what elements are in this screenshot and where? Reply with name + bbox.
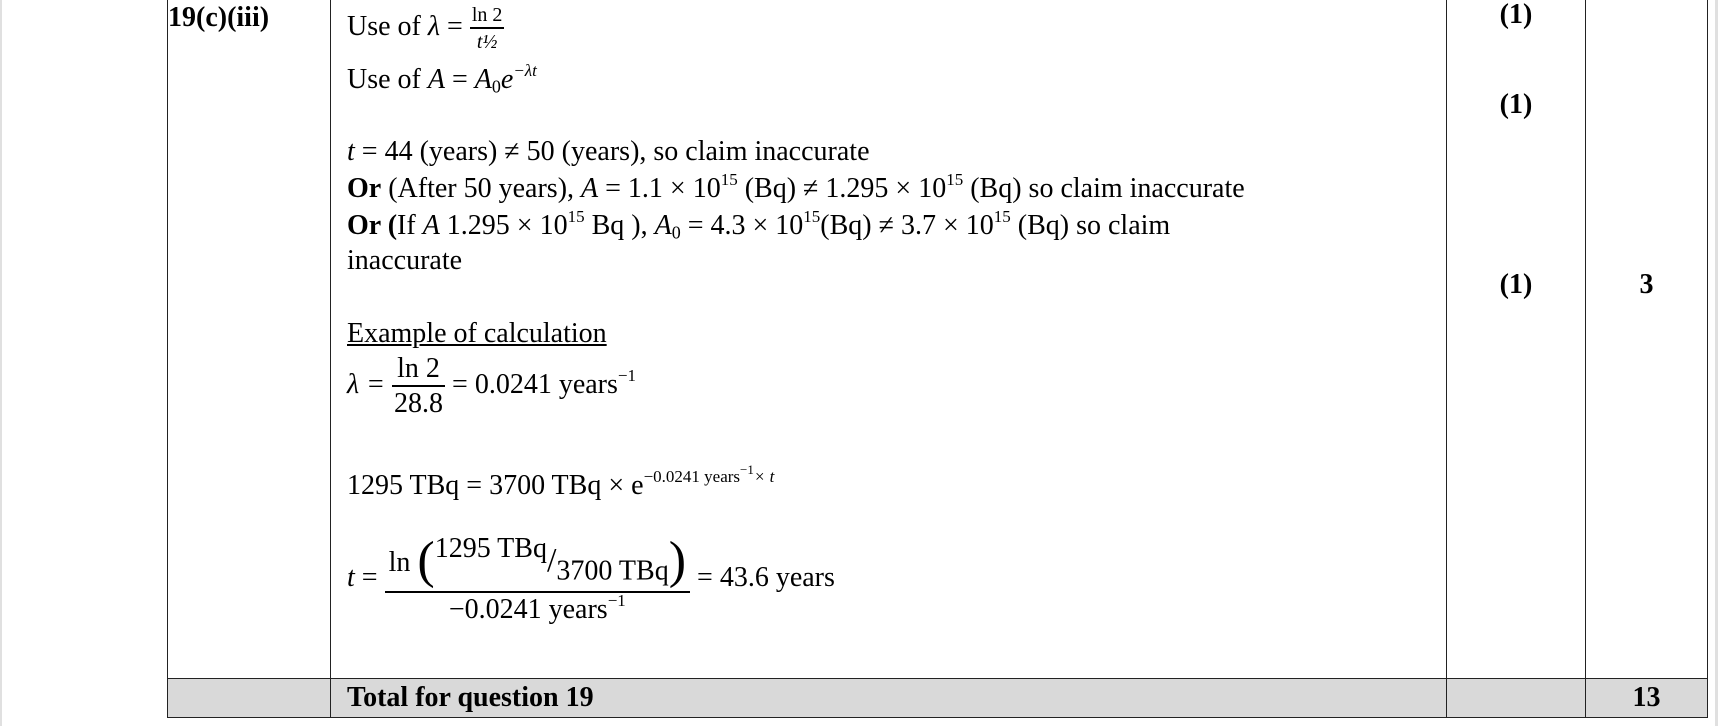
example-calc-activity: 1295 TBq = 3700 TBq × $e^{-0.0241 years^{-1}\times t}$	[347, 462, 775, 501]
method-use-decay: Use of $A = A_0e^{-\lambda t}$	[347, 61, 537, 97]
subtotal-column	[1586, 0, 1708, 679]
mark-scheme-table	[167, 0, 1708, 718]
example-heading: Example of calculation	[347, 318, 607, 349]
total-value: 13	[1586, 679, 1708, 718]
conclusion-line-1: t = 44 (years) ≠ 50 (years), so claim inaccurate	[347, 136, 870, 167]
question-number: 19(c)(iii)	[168, 0, 331, 679]
example-calc-lambda: λ = $\frac{\ln 2}{28.8}$ = 0.0241 years$^{-1}$	[347, 353, 636, 419]
total-row-blank	[168, 679, 331, 718]
method-use-lambda: Use of λ = $\frac{\ln 2}{\text{t½}}$	[347, 4, 503, 53]
page-edge-left	[0, 0, 2, 726]
conclusion-line-3: Or (If A $1.295 \times 10^{15}$ Bq ), $A_0 = 4.3 \times 10^{15}(Bq) \ne 3.7 \times 10^{15}$ (Bq) so claim	[347, 207, 1171, 243]
conclusion-line-4: inaccurate	[347, 245, 463, 276]
example-calc-time: t = $\frac{\text{ln (1295 TBq/3700 TBq)}}{-0.0241 years^{-1}}$ = 43.6 years	[347, 532, 835, 625]
question-row	[168, 0, 1708, 679]
total-label: Total for question 19	[331, 679, 1447, 718]
conclusion-line-2: Or (After 50 years), $A = 1.1 \times 10^{15}$ $(Bq) \ne 1.295 \times 10^{15}$ (Bq) so claim inaccurate	[347, 170, 1245, 204]
mark-3: (1)	[1499, 269, 1533, 300]
total-row	[168, 679, 1708, 718]
answer-cell	[331, 0, 1447, 679]
total-row-blank-marks	[1447, 679, 1586, 718]
marks-column	[1447, 0, 1586, 679]
mark-2: (1)	[1499, 89, 1533, 120]
subtotal-value: 3	[1639, 269, 1654, 300]
mark-1: (1)	[1499, 0, 1533, 30]
